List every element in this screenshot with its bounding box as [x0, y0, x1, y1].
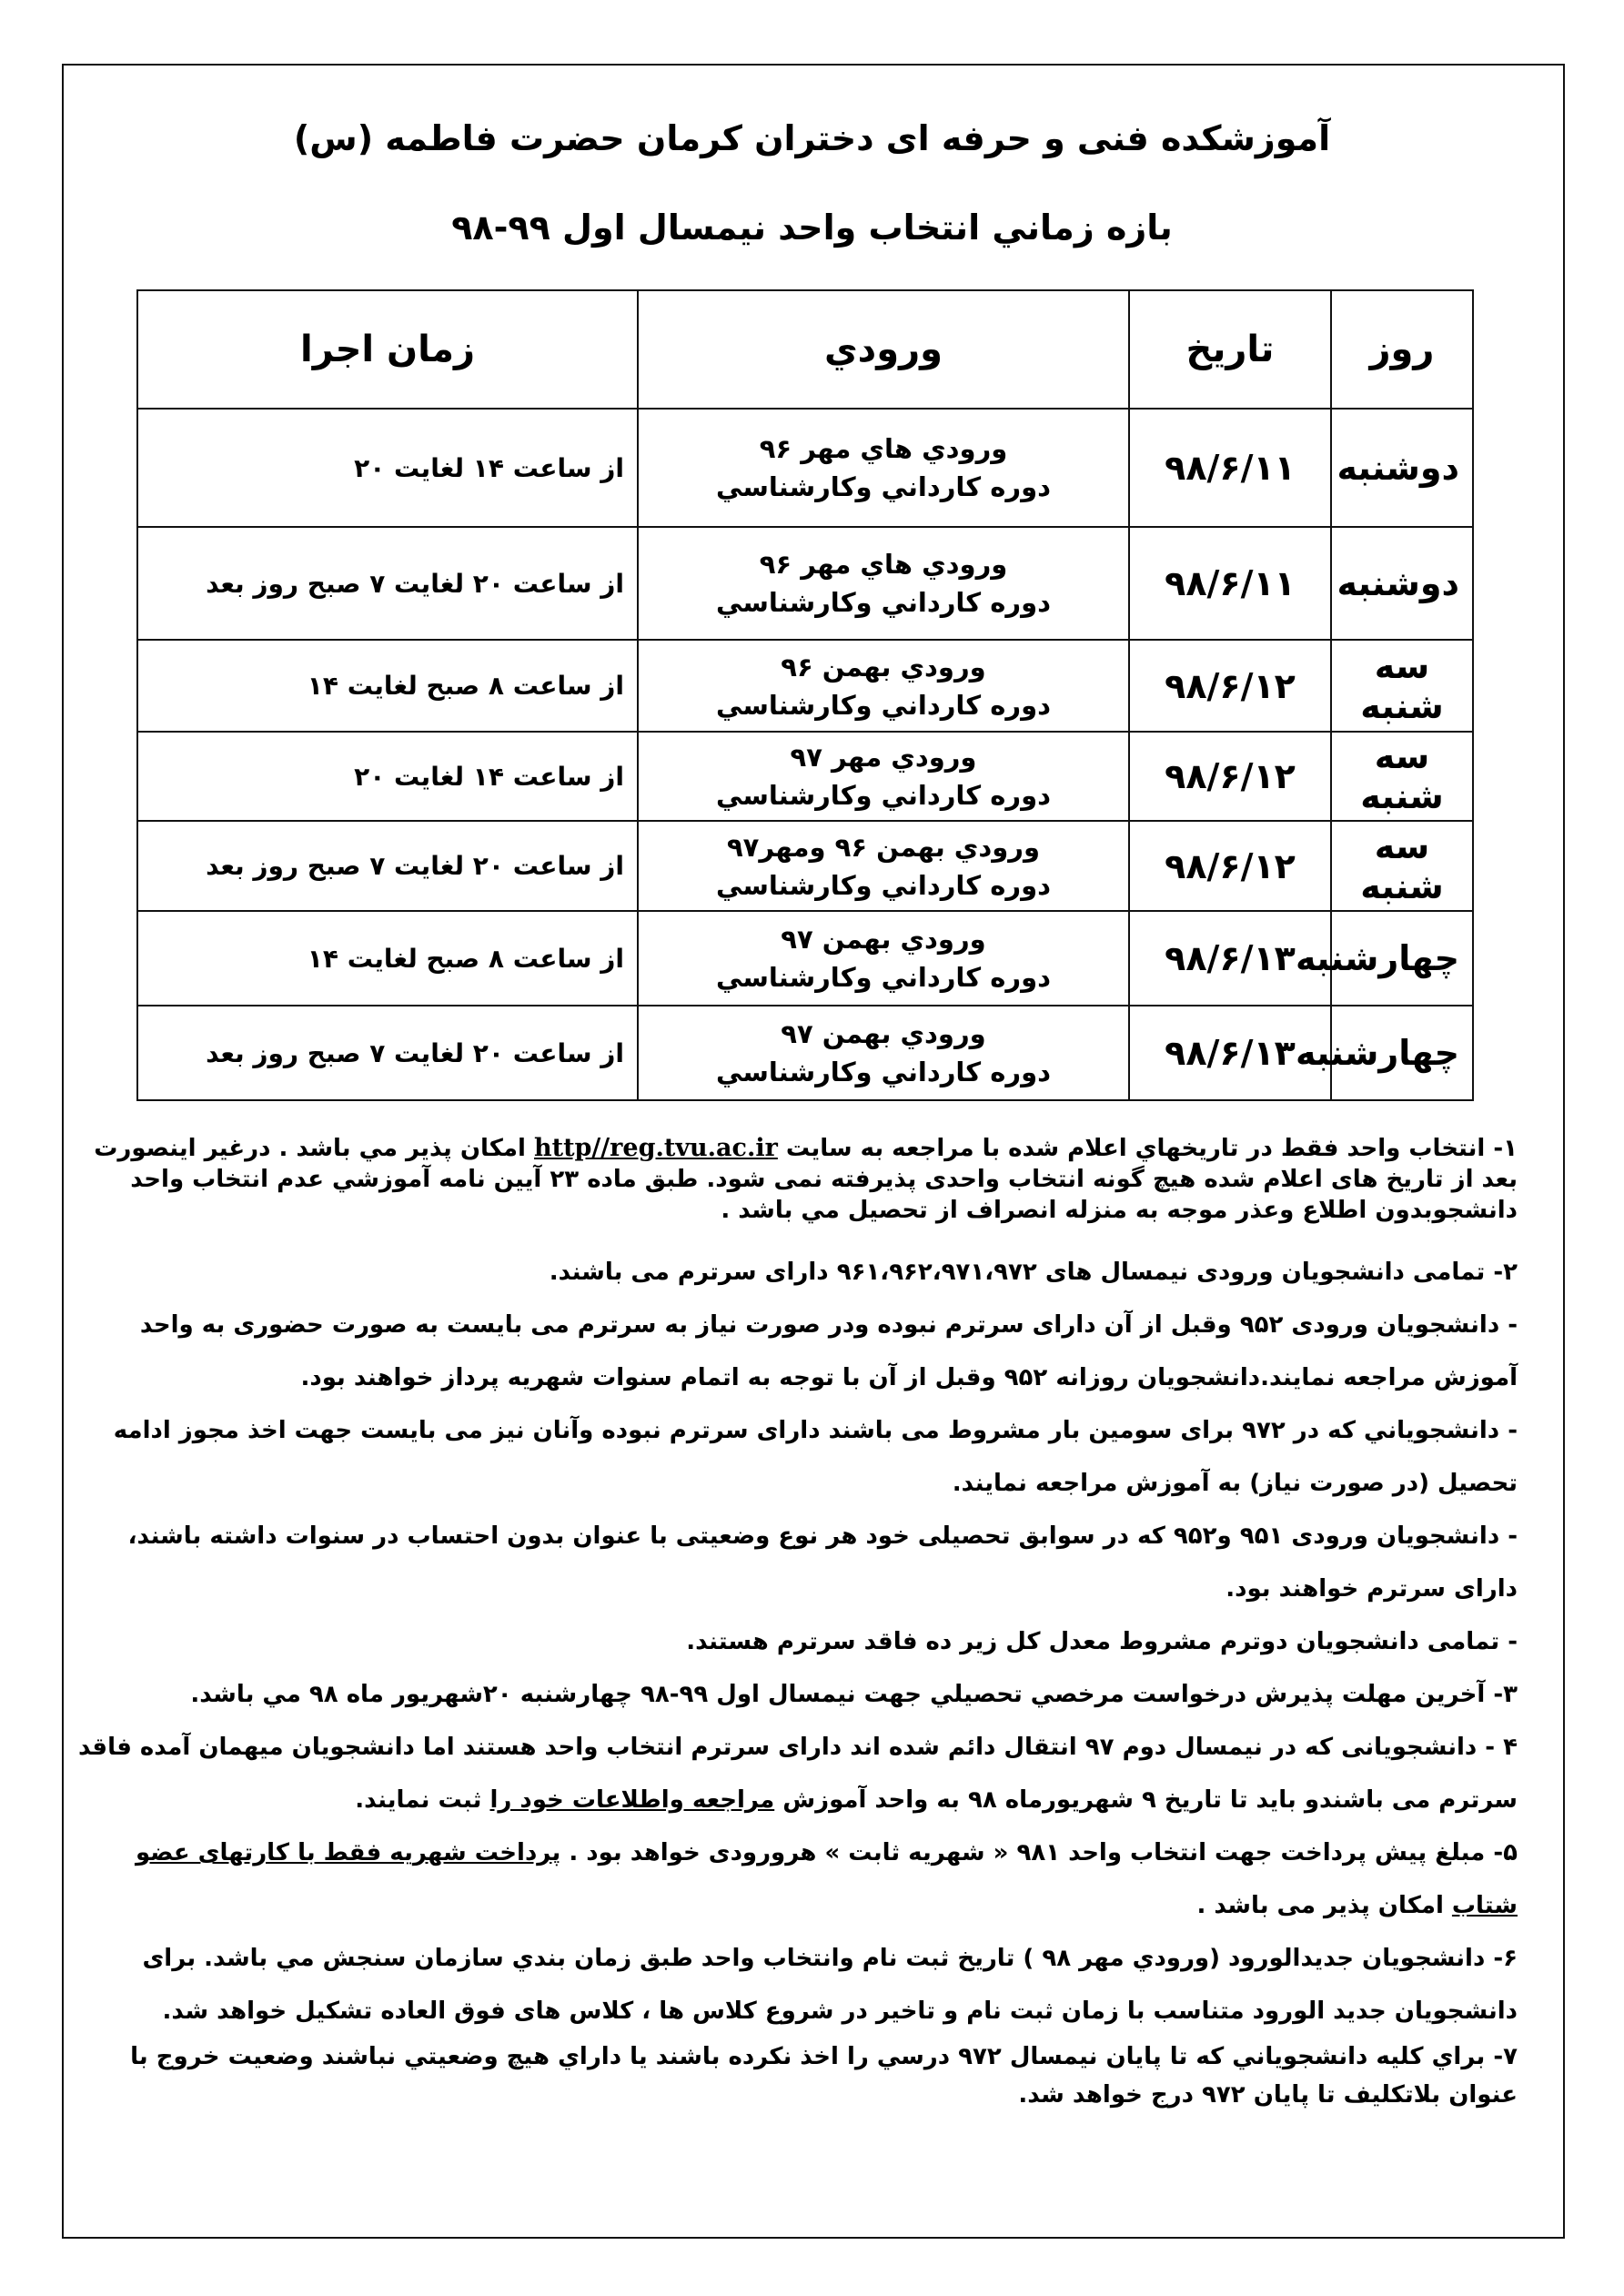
note-2: ۲- تمامی دانشجويان ورودی نيمسال های ۹۶۱،۹۶۲،۹۷۱،۹۷۲ دارای سرترم می باشند. [549, 1259, 1518, 1286]
note-1-text-a: ۱- انتخاب واحد فقط در تاريخهاي اعلام شده با مراجعه به سايت [785, 1135, 1518, 1162]
header-day: روز [1331, 290, 1473, 409]
entrance-line-2: دوره كارداني وكارشناسي [716, 869, 1051, 901]
cell-entrance [638, 732, 1129, 821]
note-1-text-b: امكان پذير مي باشد . درغير اينصورت بعد از تاريخ های اعلام شده هيچ گونه انتخاب واحدی پذيرفته نمی شود. طبق ماده ۲۳ آيين نامه آموزشي عدم انتخاب واحد دانشجوبدون اطلاع وعذر موجه به منزله انصراف از تحصيل مي باشد . [94, 1135, 1518, 1224]
registration-link[interactable]: http//reg.tvu.ac.ir [533, 1134, 778, 1162]
note-6: ۶- دانشجويان جديدالورود (ورودي مهر ۹۸ ) تاريخ ثبت نام وانتخاب واحد طبق زمان بندي سازمان سنجش مي باشد. برای دانشجويان جديد الورود متناسب با زمان ثبت نام و تاخير در شروع كلاس ها ، كلاس های فوق العاده تشكيل خواهد شد. [142, 1945, 1518, 2025]
cell-date: ۹۸/۶/۱۱ [1129, 527, 1331, 640]
cell-time: از ساعت ۲۰ لغايت ۷ صبح روز بعد [137, 527, 638, 640]
cell-date: ۹۸/۶/۱۲ [1129, 821, 1331, 911]
cell-day: سه شنبه [1331, 732, 1473, 821]
entrance-line-2: دوره كارداني وكارشناسي [716, 471, 1051, 502]
note-5 [71, 1826, 1518, 1932]
table-row [137, 911, 1473, 1006]
note-7: ۷- براي كليه دانشجوياني كه تا پايان نيمسال ۹۷۲ درسي را اخذ نكرده باشند يا داراي هيچ وضعيتي نباشند وضعيت خروج با عنوان بلاتكليف تا پايان ۹۷۲ درج خواهد شد. [130, 2043, 1518, 2109]
schedule-table [136, 289, 1474, 1101]
cell-time: از ساعت ۲۰ لغايت ۷ صبح روز بعد [137, 1006, 638, 1100]
notes-section [71, 1133, 1518, 2114]
note-4-text-b: ثبت نمايند. [355, 1786, 482, 1814]
note-2-sub-a: - دانشجويان ورودی ۹۵۲ وقبل از آن دارای سرترم نبوده ودر صورت نياز به سرترم می بايست به صورت حضوری به واحد آموزش مراجعه نمايند.دانشجويان روزانه ۹۵۲ وقبل از آن با توجه به اتمام سنوات شهريه پرداز خواهند بود. [139, 1311, 1518, 1391]
cell-entrance [638, 911, 1129, 1006]
entrance-line-2: دوره كارداني وكارشناسي [716, 962, 1051, 993]
cell-entrance [638, 527, 1129, 640]
cell-time: از ساعت ۸ صبح لغايت ۱۴ [137, 640, 638, 732]
entrance-line-2: دوره كارداني وكارشناسي [716, 689, 1051, 721]
header-entrance: ورودي [638, 290, 1129, 409]
header-time: زمان اجرا [137, 290, 638, 409]
cell-date: ۹۸/۶/۱۲ [1129, 640, 1331, 732]
table-row [137, 732, 1473, 821]
cell-entrance [638, 640, 1129, 732]
cell-time: از ساعت ۱۴ لغايت ۲۰ [137, 732, 638, 821]
entrance-line-1: ورودي مهر ۹۷ [790, 742, 977, 773]
entrance-line-2: دوره كارداني وكارشناسي [716, 587, 1051, 618]
cell-time: از ساعت ۲۰ لغايت ۷ صبح روز بعد [137, 821, 638, 911]
table-row [137, 527, 1473, 640]
page-subtitle: بازه زماني انتخاب واحد نيمسال اول ۹۹-۹۸ [451, 207, 1173, 248]
note-2-sub-c: - دانشجويان ورودی ۹۵۱ و۹۵۲ كه در سوابق تحصيلی خود هر نوع وضعيتی با عنوان بدون احتساب در سنوات داشته باشند، دارای سرترم خواهند بود. [127, 1522, 1518, 1603]
note-5-underlined: پرداخت شهريه فقط با كارتهای عضو شتاب [135, 1839, 1518, 1919]
note-3: ۳- آخرين مهلت پذيرش درخواست مرخصي تحصيلي جهت نيمسال اول ۹۹-۹۸ چهارشنبه ۲۰شهريور ماه ۹۸ مي باشد. [190, 1681, 1518, 1708]
cell-date: ۹۸/۶/۱۳ [1129, 1006, 1331, 1100]
header-date: تاريخ [1129, 290, 1331, 409]
note-2-sub-d: - تمامی دانشجويان دوترم مشروط معدل كل زير ده فاقد سرترم هستند. [686, 1628, 1518, 1655]
entrance-line-2: دوره كارداني وكارشناسي [716, 1057, 1051, 1087]
cell-day: چهارشنبه [1331, 911, 1473, 1006]
note-4-text-a: ۴ - دانشجويانی كه در نيمسال دوم ۹۷ انتقال دائم شده اند دارای سرترم انتخاب واحد هستند اما دانشجويان ميهمان آمده فاقد سرترم می باشندو بايد تا تاريخ ۹ شهريورماه ۹۸ به واحد آموزش [78, 1734, 1518, 1814]
table-row [137, 1006, 1473, 1100]
table-row [137, 640, 1473, 732]
entrance-line-1: ورودي بهمن ۹۶ ومهر۹۷ [726, 831, 1041, 863]
entrance-line-1: ورودي هاي مهر ۹۶ [759, 433, 1008, 464]
cell-day: دوشنبه [1331, 527, 1473, 640]
table-header-row [137, 290, 1473, 409]
note-4 [71, 1721, 1518, 1826]
cell-date: ۹۸/۶/۱۳ [1129, 911, 1331, 1006]
cell-time: از ساعت ۸ صبح لغايت ۱۴ [137, 911, 638, 1006]
note-5-text-b: امكان پذير می باشد . [1196, 1892, 1444, 1919]
cell-time: از ساعت ۱۴ لغايت ۲۰ [137, 409, 638, 527]
cell-entrance [638, 1006, 1129, 1100]
table-row [137, 409, 1473, 527]
note-1 [71, 1133, 1518, 1226]
cell-day: سه شنبه [1331, 640, 1473, 732]
entrance-line-1: ورودي بهمن ۹۷ [781, 1018, 986, 1049]
entrance-line-2: دوره كارداني وكارشناسي [716, 780, 1051, 811]
cell-entrance [638, 409, 1129, 527]
cell-day: سه شنبه [1331, 821, 1473, 911]
entrance-line-1: ورودي بهمن ۹۷ [781, 924, 986, 955]
cell-date: ۹۸/۶/۱۲ [1129, 732, 1331, 821]
note-2-sub-b: - دانشجوياني كه در ۹۷۲ برای سومين بار مشروط می باشند دارای سرترم نبوده وآنان نيز می بايست جهت اخذ مجوز ادامه تحصيل (در صورت نياز) به آموزش مراجعه نمايند. [113, 1417, 1518, 1497]
table-row [137, 821, 1473, 911]
note-5-text-a: ۵- مبلغ پيش پرداخت جهت انتخاب واحد ۹۸۱ « شهريه ثابت » هرورودی خواهد بود . [569, 1839, 1518, 1866]
cell-day: دوشنبه [1331, 409, 1473, 527]
cell-day: چهارشنبه [1331, 1006, 1473, 1100]
cell-date: ۹۸/۶/۱۱ [1129, 409, 1331, 527]
note-4-underlined: مراجعه واطلاعات خود را [489, 1786, 775, 1814]
cell-entrance [638, 821, 1129, 911]
entrance-line-1: ورودي هاي مهر ۹۶ [759, 549, 1008, 580]
page-title: آموزشکده فنی و حرفه ای دختران کرمان حضرت فاطمه (س) [293, 118, 1331, 158]
entrance-line-1: ورودي بهمن ۹۶ [781, 651, 986, 683]
